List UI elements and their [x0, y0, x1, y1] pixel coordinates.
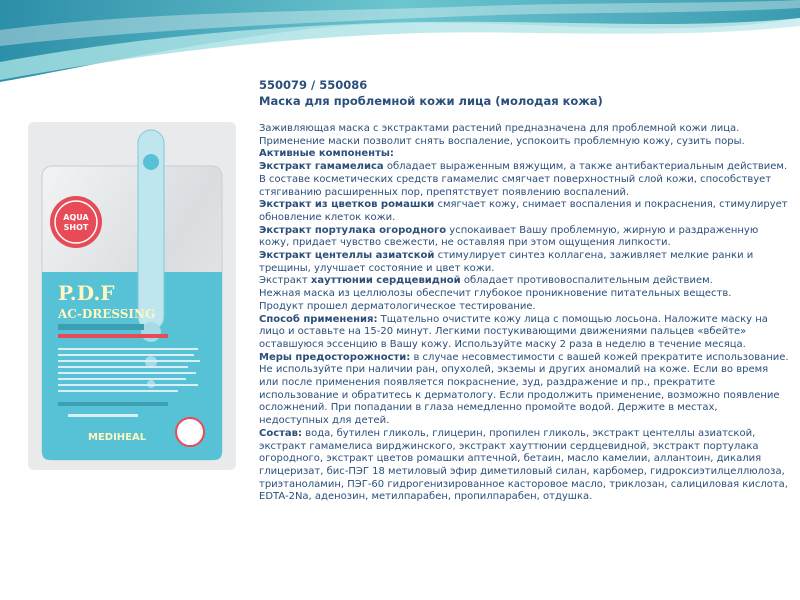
- description-body: [259, 123, 789, 504]
- header-wave-decoration: [0, 0, 800, 85]
- method-of-use: Способ применения: Тщательно очистите кожу лица с помощью лосьона. Наложите маску на лицо и оставьте на 15-20 минут. Легкими постукивающими движениями пальцев «вбейте» оставшуюся эссенцию в Вашу кожу. Используйте маску 2 раза в неделю в течение месяца.: [259, 313, 768, 350]
- precautions: Меры предосторожности: в случае несовместимости с вашей кожей прекратите использование. Не используйте при наличии ран, опухолей, экземы и других аномалий на коже. Если во время или после применения появляется покраснение, зуд, раздражение и пр., прекратите использование и обратитесь к дерматологу. Если продолжить применение, возможно появление осложнений. При попадании в глаза немедленно промойте водой. Держите в местах, недоступных для детей.: [259, 351, 789, 427]
- badge-line-2: SHOT: [63, 223, 89, 232]
- usage-paragraph: Применение маски позволит снять воспаление, успокоить проблемную кожу, сузить поры.: [259, 135, 745, 147]
- product-title: Маска для проблемной кожи лица (молодая кожа): [259, 94, 603, 108]
- face-mask-package-image: [28, 122, 236, 470]
- brand-name-line-2: AC-DRESSING: [58, 307, 156, 321]
- brand-name-line-1: P.D.F: [58, 281, 115, 305]
- dermatology-note: Продукт прошел дерматологическое тестирование.: [259, 300, 536, 312]
- active-components-heading: Активные компоненты:: [259, 148, 394, 160]
- maker-logo: MEDIHEAL: [88, 432, 147, 443]
- ingredient-houttuynia: Экстракт хауттюнии сердцевидной обладает противовоспалительным действием.: [259, 275, 713, 287]
- product-description: [259, 77, 789, 504]
- ingredient-centella: Экстракт центеллы азиатской стимулирует синтез коллагена, заживляет мелкие ранки и трещины, улучшает состояние и цвет кожи.: [259, 250, 754, 274]
- composition: Состав: вода, бутилен гликоль, глицерин, пропилен гликоль, экстракт центеллы азиатской, экстракт гамамелиса вирджинского, экстракт хауттюнии сердцевидной, экстракт портулака огородного, экстракт цветов ромашки аптечной, бетаин, масло камелии, аллантоин, дикалия глицеризат, бис-ПЭГ 18 метиловый эфир диметиловый силан, карбомер, гидроксиэтилцеллюлоза, триэтаноламин, ПЭГ-60 гидрогенизированное касторовое масло, триклозан, салициловая кислота, EDTA-2Na, аденозин, метилпарабен, пропилпарабен, отдушка.: [259, 427, 788, 503]
- intro-paragraph: Заживляющая маска с экстрактами растений предназначена для проблемной кожи лица.: [259, 123, 740, 134]
- ingredient-hamamelis: Экстракт гамамелиса обладает выраженным вяжущим, а также антибактериальным действием. В составе косметических средств гамамелис смягчает поверхностный слой кожи, способствует стягиванию расширенных пор, препятствует появлению воспалений.: [259, 161, 788, 198]
- badge-line-1: AQUA: [63, 213, 89, 222]
- ingredient-chamomile: Экстракт из цветков ромашки смягчает кожу, снимает воспаления и покраснения, стимулирует обновление клеток кожи.: [259, 199, 788, 223]
- product-code: 550079 / 550086: [259, 78, 368, 92]
- cellulose-note: Нежная маска из целлюлозы обеспечит глубокое проникновение питательных веществ.: [259, 288, 732, 300]
- ingredient-purslane: Экстракт портулака огородного успокаивает Вашу проблемную, жирную и раздраженную кожу, придает чувство свежести, не оставляя при этом ощущения липкости.: [259, 224, 759, 249]
